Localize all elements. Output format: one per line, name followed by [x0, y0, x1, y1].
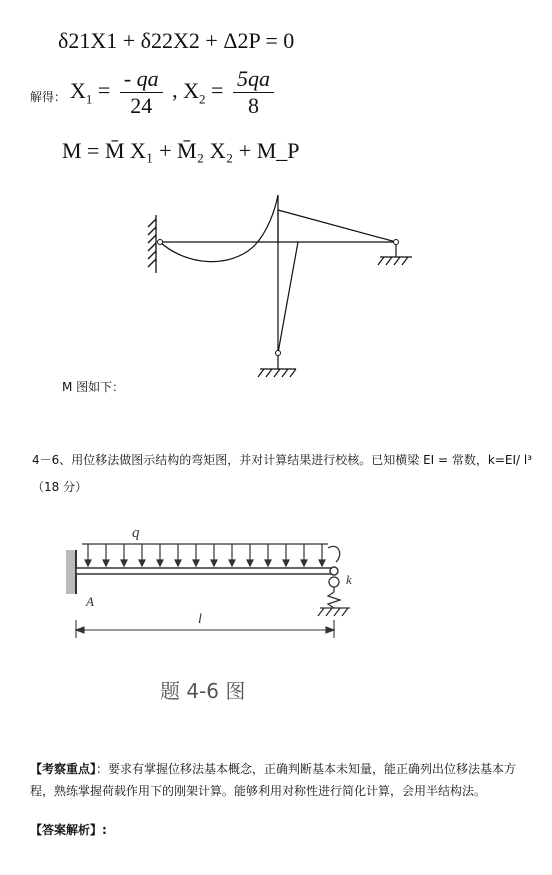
answer-title: 【答案解析】: [30, 823, 107, 837]
load-arrows [85, 544, 325, 566]
problem-score: （18 分） [32, 480, 88, 494]
figure-4-6 [60, 520, 360, 670]
load-label: q [132, 525, 140, 541]
moment-diagram-label: M 图如下： [62, 380, 125, 394]
x2-symbol: $X_2$ [183, 77, 206, 106]
rotational-spring [328, 546, 340, 562]
hinge-left [158, 240, 163, 245]
hinge-bottom [276, 351, 281, 356]
x2-fraction: $\frac{5qa}{8}$ [233, 66, 274, 119]
figure-caption: 题 4-6 图 [160, 679, 246, 703]
fixed-support-bottom [258, 355, 296, 377]
x1-symbol: $X_1$ [70, 77, 93, 106]
beam-4-6 [76, 568, 334, 574]
roller-support-right [378, 244, 412, 265]
moment-line-column-b [278, 242, 298, 353]
span-dimension [76, 620, 334, 638]
equation-compatibility [58, 28, 294, 54]
support-a-label: A [86, 594, 94, 609]
equation-moment: M = M̄ X₁ + M̄₂ X₂ + M_P [62, 138, 300, 163]
right-hinge [330, 567, 338, 575]
key-points-title: 【考察重点】 [30, 762, 97, 776]
x1-fraction: $\frac{- qa}{24}$ [120, 66, 163, 119]
equation-text: δ21X1 + δ22X2 + Δ2P = 0 [58, 28, 295, 53]
spring-k-label: k [346, 572, 352, 587]
solution-label: 解得： [30, 90, 67, 104]
moment-line-right [278, 210, 396, 242]
moment-curve-left [160, 195, 278, 262]
span-l-label: l [198, 612, 202, 627]
fixed-support-left [148, 215, 156, 273]
fixed-wall-a [66, 550, 76, 594]
moment-diagram [140, 185, 430, 385]
problem-statement: 4－6、用位移法做图示结构的弯矩图，并对计算结果进行校核。已知横梁 EI = 常数，k=EI/ l³ [32, 453, 533, 467]
equation-solution: $X_1$ = $\frac{- qa}{24}$ , $X_2$ = $\frac{5qa}{8}$ [70, 66, 278, 119]
key-points-text: ：要求有掌握位移法基本概念，正确判断基本未知量，能正确列出位移法基本方程，熟练掌握荷载作用下的刚架计算。能够利用对称性进行简化计算，会用半结构法。 [30, 762, 517, 798]
key-points [30, 758, 535, 802]
hinge-right [394, 240, 399, 245]
